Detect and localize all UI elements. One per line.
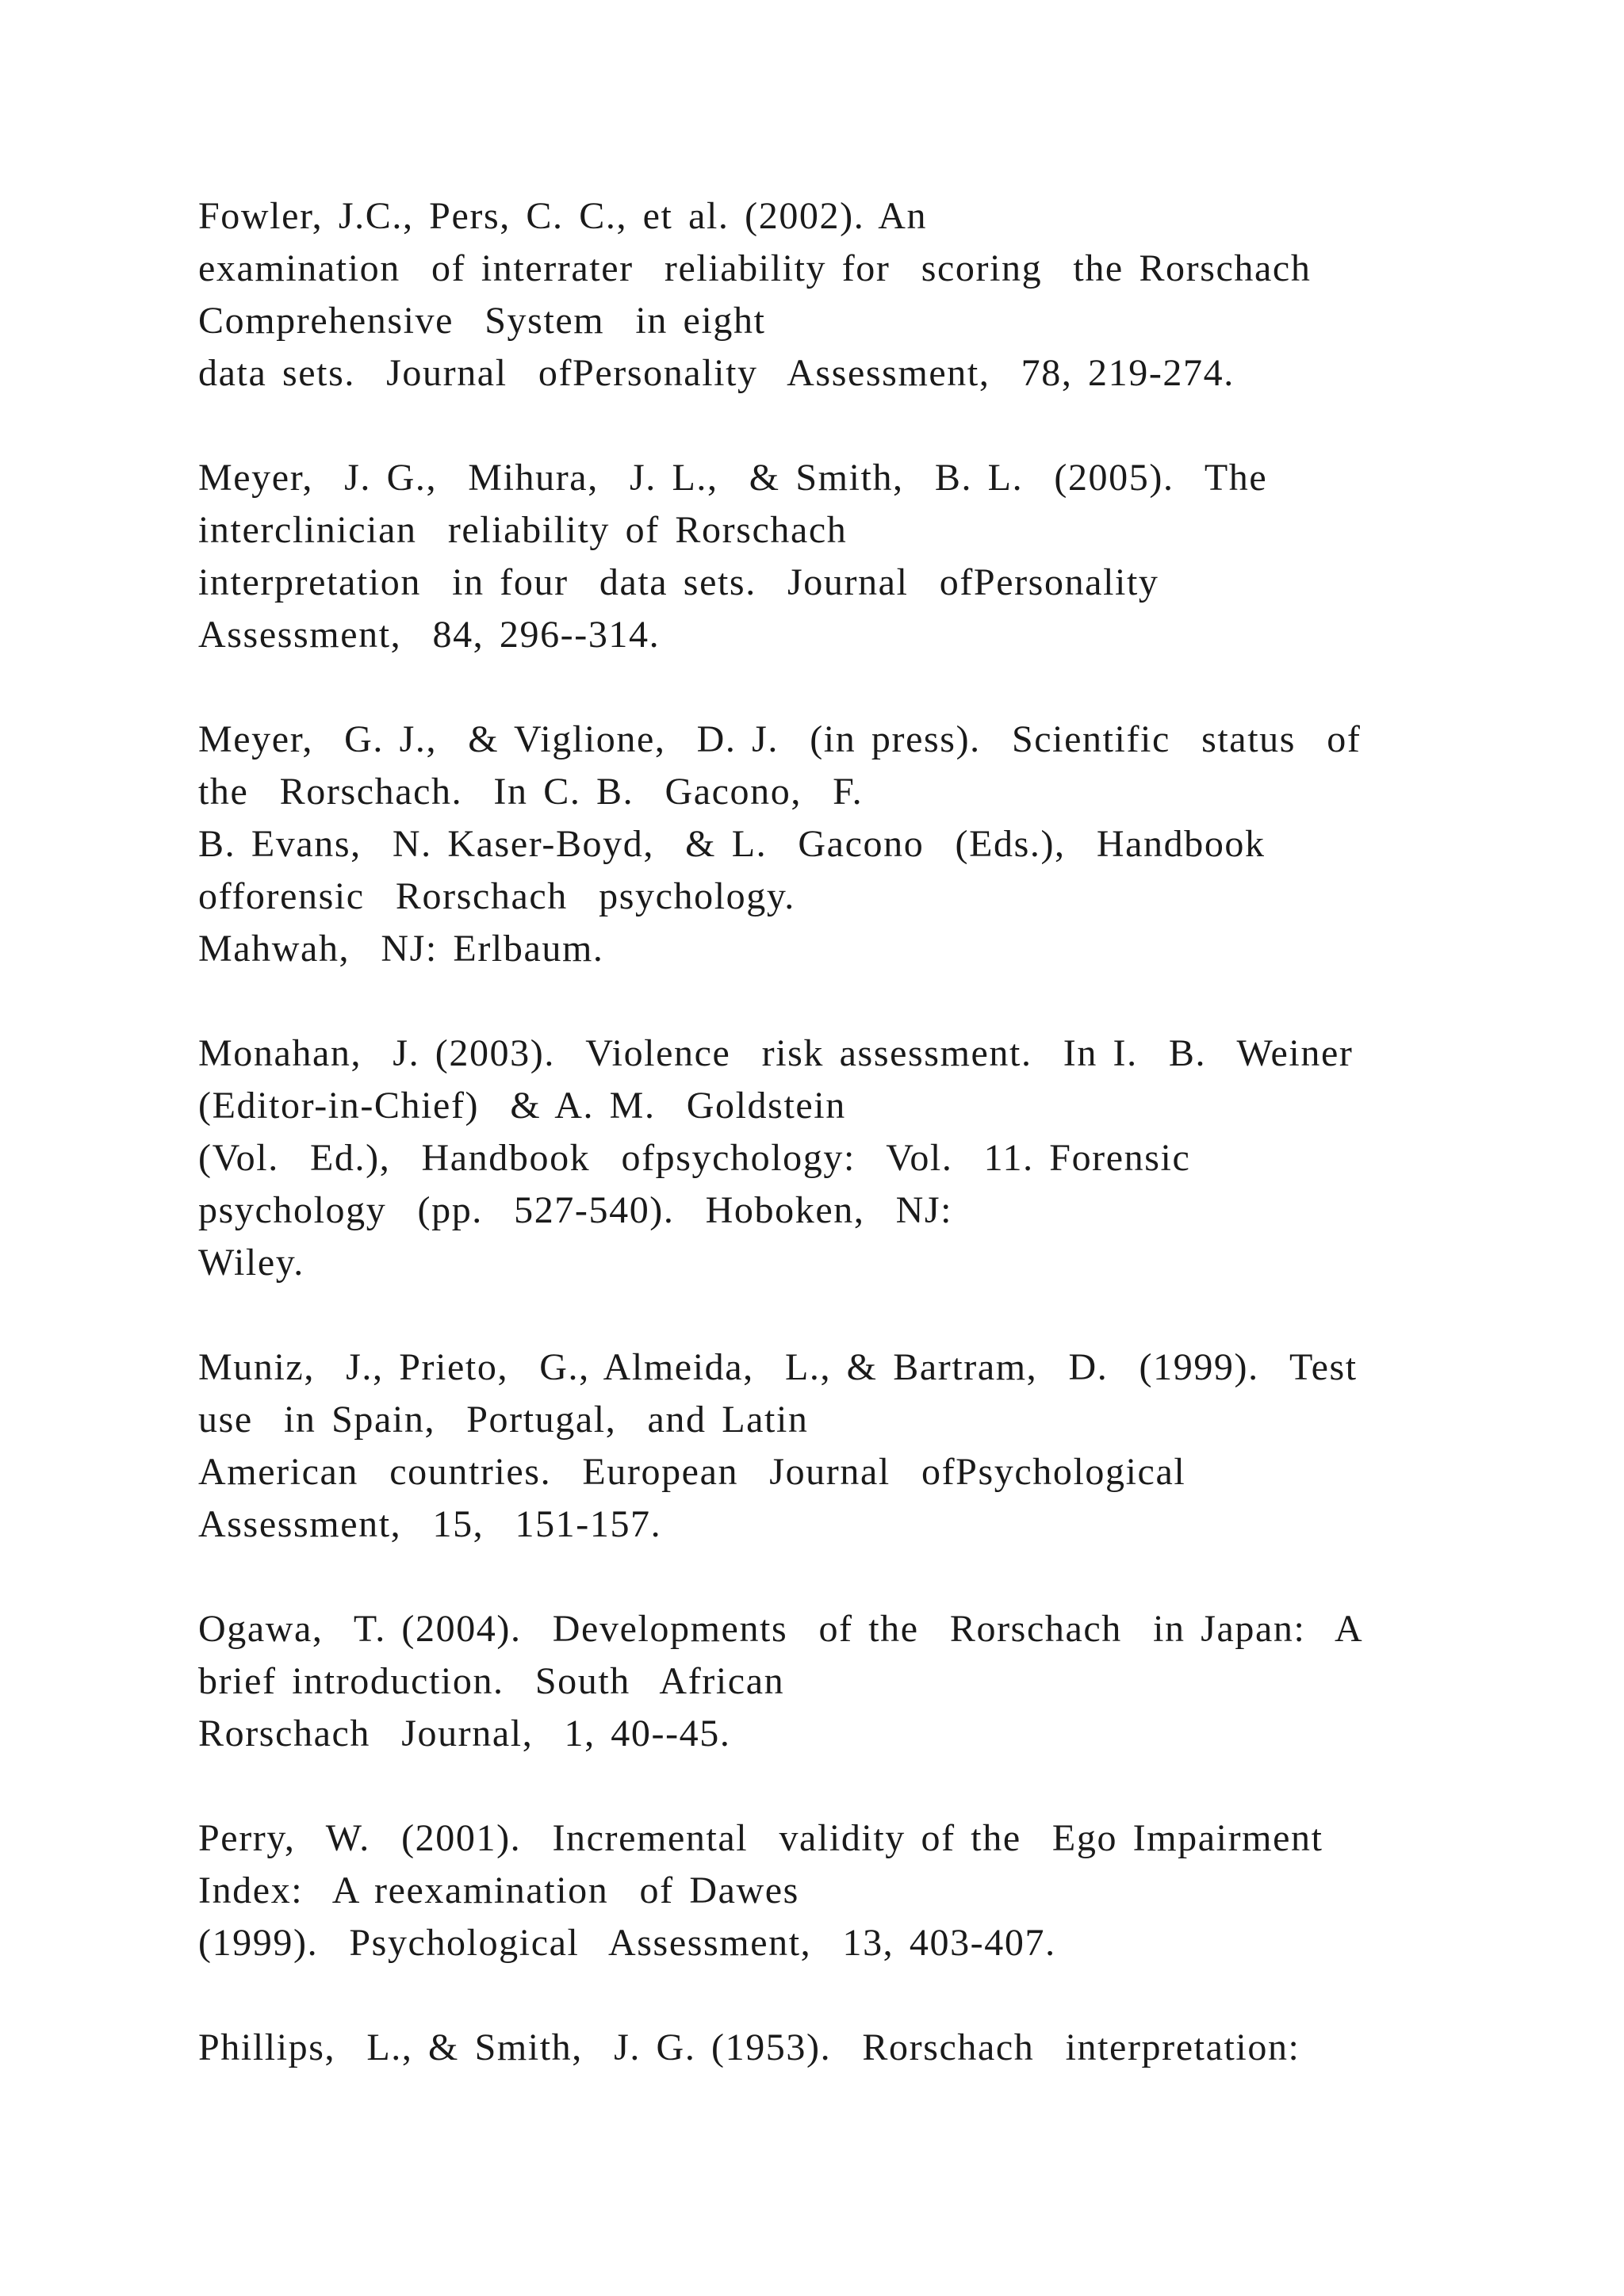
reference-line: offorensic Rorschach psychology. <box>198 875 795 917</box>
reference-line: Meyer, G. J., & Viglione, D. J. (in press). Scientific status of <box>198 718 1362 760</box>
reference-entry-fowler <box>198 190 1562 400</box>
reference-list <box>198 190 1562 2126</box>
reference-line: brief introduction. South African <box>198 1660 785 1702</box>
reference-line: use in Spain, Portugal, and Latin <box>198 1399 809 1441</box>
reference-line: Meyer, J. G., Mihura, J. L., & Smith, B. L. (2005). The <box>198 457 1268 499</box>
reference-line: Phillips, L., & Smith, J. G. (1953). Rorschach interpretation: <box>198 2026 1300 2068</box>
reference-line: Fowler, J.C., Pers, C. C., et al. (2002). An <box>198 195 928 237</box>
reference-line: (Editor-in-Chief) & A. M. Goldstein <box>198 1085 846 1127</box>
reference-line: interclinician reliability of Rorschach <box>198 509 848 551</box>
reference-entry-ogawa <box>198 1603 1562 1760</box>
reference-line: Assessment, 84, 296--314. <box>198 614 661 656</box>
reference-line: Monahan, J. (2003). Violence risk assessment. In I. B. Weiner <box>198 1032 1354 1074</box>
reference-line: Muniz, J., Prieto, G., Almeida, L., & Bartram, D. (1999). Test <box>198 1346 1358 1388</box>
reference-line: data sets. Journal ofPersonality Assessment, 78, 219-274. <box>198 352 1235 394</box>
reference-entry-perry <box>198 1812 1562 1969</box>
reference-line: (Vol. Ed.), Handbook ofpsychology: Vol. 11. Forensic <box>198 1137 1191 1179</box>
reference-line: Mahwah, NJ: Erlbaum. <box>198 928 604 970</box>
reference-line: Rorschach Journal, 1, 40--45. <box>198 1712 731 1755</box>
reference-line: psychology (pp. 527-540). Hoboken, NJ: <box>198 1189 953 1231</box>
reference-entry-muniz <box>198 1341 1562 1551</box>
reference-line: Ogawa, T. (2004). Developments of the Rorschach in Japan: A <box>198 1608 1364 1650</box>
reference-line: B. Evans, N. Kaser-Boyd, & L. Gacono (Eds.), Handbook <box>198 823 1266 865</box>
reference-line: Perry, W. (2001). Incremental validity of the Ego Impairment <box>198 1817 1323 1859</box>
reference-entry-meyer-viglione <box>198 714 1562 975</box>
reference-line: Comprehensive System in eight <box>198 300 766 342</box>
reference-line: interpretation in four data sets. Journal ofPersonality <box>198 561 1159 603</box>
reference-entry-meyer-2005 <box>198 452 1562 661</box>
reference-line: the Rorschach. In C. B. Gacono, F. <box>198 771 864 813</box>
reference-line: (1999). Psychological Assessment, 13, 403-407. <box>198 1922 1056 1964</box>
reference-line: examination of interrater reliability for scoring the Rorschach <box>198 247 1312 289</box>
reference-line: Index: A reexamination of Dawes <box>198 1869 799 1911</box>
reference-line: Wiley. <box>198 1242 304 1284</box>
reference-line: American countries. European Journal ofPsychological <box>198 1451 1186 1493</box>
reference-entry-monahan <box>198 1027 1562 1289</box>
reference-entry-phillips <box>198 2022 1562 2074</box>
reference-line: Assessment, 15, 151-157. <box>198 1503 662 1545</box>
